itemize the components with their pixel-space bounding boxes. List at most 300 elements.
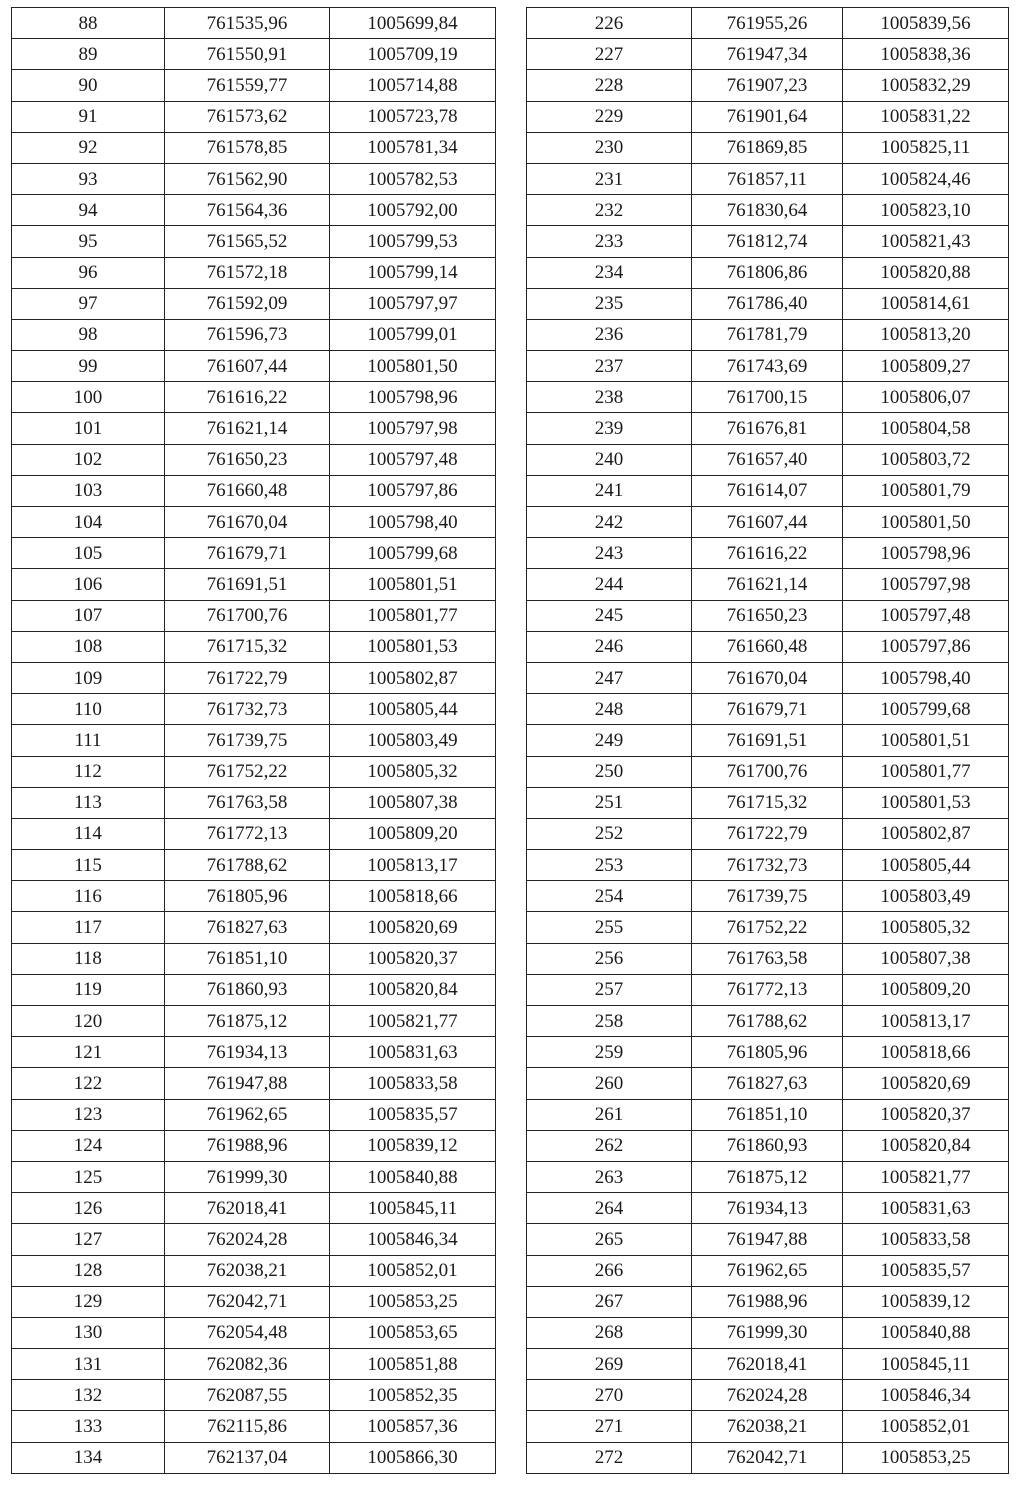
point-number-cell: 257 [527, 974, 692, 1005]
table-row [527, 1317, 1009, 1348]
point-number-cell: 259 [527, 1037, 692, 1068]
y-coordinate-cell: 1005797,97 [330, 288, 496, 319]
y-coordinate-cell: 1005797,48 [330, 444, 496, 475]
table-row [527, 881, 1009, 912]
y-coordinate-cell: 1005805,44 [843, 850, 1009, 881]
table-row [12, 1193, 496, 1224]
point-number-cell: 265 [527, 1224, 692, 1255]
table-row [527, 756, 1009, 787]
y-coordinate-cell: 1005853,25 [843, 1442, 1009, 1473]
point-number-cell: 123 [12, 1099, 165, 1130]
y-coordinate-cell: 1005845,11 [843, 1349, 1009, 1380]
x-coordinate-cell: 762024,28 [692, 1380, 843, 1411]
y-coordinate-cell: 1005809,20 [330, 818, 496, 849]
table-row [12, 507, 496, 538]
point-number-cell: 109 [12, 662, 165, 693]
table-row [12, 787, 496, 818]
x-coordinate-cell: 761772,13 [165, 818, 330, 849]
table-row [12, 226, 496, 257]
table-row [12, 1006, 496, 1037]
table-row [527, 662, 1009, 693]
point-number-cell: 240 [527, 444, 692, 475]
x-coordinate-cell: 761988,96 [692, 1286, 843, 1317]
point-number-cell: 112 [12, 756, 165, 787]
y-coordinate-cell: 1005821,77 [843, 1161, 1009, 1192]
y-coordinate-cell: 1005813,20 [843, 319, 1009, 350]
x-coordinate-cell: 761788,62 [165, 850, 330, 881]
y-coordinate-cell: 1005853,65 [330, 1317, 496, 1348]
point-number-cell: 115 [12, 850, 165, 881]
point-number-cell: 118 [12, 943, 165, 974]
x-coordinate-cell: 761621,14 [692, 569, 843, 600]
point-number-cell: 102 [12, 444, 165, 475]
point-number-cell: 129 [12, 1286, 165, 1317]
table-row [12, 1349, 496, 1380]
point-number-cell: 230 [527, 132, 692, 163]
point-number-cell: 250 [527, 756, 692, 787]
x-coordinate-cell: 761851,10 [165, 943, 330, 974]
point-number-cell: 106 [12, 569, 165, 600]
table-row [527, 39, 1009, 70]
point-number-cell: 134 [12, 1442, 165, 1473]
y-coordinate-cell: 1005821,43 [843, 226, 1009, 257]
y-coordinate-cell: 1005820,37 [330, 943, 496, 974]
point-number-cell: 226 [527, 8, 692, 39]
point-number-cell: 110 [12, 694, 165, 725]
x-coordinate-cell: 761763,58 [692, 943, 843, 974]
point-number-cell: 133 [12, 1411, 165, 1442]
x-coordinate-cell: 761947,34 [692, 39, 843, 70]
point-number-cell: 100 [12, 382, 165, 413]
y-coordinate-cell: 1005824,46 [843, 163, 1009, 194]
point-number-cell: 256 [527, 943, 692, 974]
x-coordinate-cell: 761660,48 [692, 631, 843, 662]
y-coordinate-cell: 1005820,88 [843, 257, 1009, 288]
point-number-cell: 229 [527, 101, 692, 132]
x-coordinate-cell: 761763,58 [165, 787, 330, 818]
x-coordinate-cell: 761947,88 [692, 1224, 843, 1255]
point-number-cell: 258 [527, 1006, 692, 1037]
table-row [12, 1068, 496, 1099]
point-number-cell: 245 [527, 600, 692, 631]
point-number-cell: 269 [527, 1349, 692, 1380]
point-number-cell: 270 [527, 1380, 692, 1411]
x-coordinate-cell: 761827,63 [165, 912, 330, 943]
y-coordinate-cell: 1005840,88 [843, 1317, 1009, 1348]
table-row [12, 881, 496, 912]
y-coordinate-cell: 1005799,14 [330, 257, 496, 288]
y-coordinate-cell: 1005846,34 [330, 1224, 496, 1255]
y-coordinate-cell: 1005798,96 [330, 382, 496, 413]
point-number-cell: 122 [12, 1068, 165, 1099]
point-number-cell: 90 [12, 70, 165, 101]
table-row [12, 382, 496, 413]
point-number-cell: 233 [527, 226, 692, 257]
table-row [527, 943, 1009, 974]
table-row [527, 475, 1009, 506]
table-row [12, 850, 496, 881]
point-number-cell: 241 [527, 475, 692, 506]
y-coordinate-cell: 1005801,50 [843, 507, 1009, 538]
point-number-cell: 249 [527, 725, 692, 756]
y-coordinate-cell: 1005699,84 [330, 8, 496, 39]
y-coordinate-cell: 1005813,17 [330, 850, 496, 881]
point-number-cell: 264 [527, 1193, 692, 1224]
point-number-cell: 88 [12, 8, 165, 39]
y-coordinate-cell: 1005852,35 [330, 1380, 496, 1411]
x-coordinate-cell: 761857,11 [692, 163, 843, 194]
x-coordinate-cell: 761573,62 [165, 101, 330, 132]
point-number-cell: 107 [12, 600, 165, 631]
table-row [527, 600, 1009, 631]
table-row [12, 1161, 496, 1192]
y-coordinate-cell: 1005831,22 [843, 101, 1009, 132]
x-coordinate-cell: 761732,73 [692, 850, 843, 881]
x-coordinate-cell: 761578,85 [165, 132, 330, 163]
y-coordinate-cell: 1005714,88 [330, 70, 496, 101]
y-coordinate-cell: 1005857,36 [330, 1411, 496, 1442]
x-coordinate-cell: 761999,30 [692, 1317, 843, 1348]
table-row [527, 1349, 1009, 1380]
x-coordinate-cell: 761752,22 [692, 912, 843, 943]
x-coordinate-cell: 761786,40 [692, 288, 843, 319]
table-row [12, 475, 496, 506]
x-coordinate-cell: 761739,75 [165, 725, 330, 756]
point-number-cell: 99 [12, 351, 165, 382]
point-number-cell: 124 [12, 1130, 165, 1161]
y-coordinate-cell: 1005839,12 [843, 1286, 1009, 1317]
point-number-cell: 126 [12, 1193, 165, 1224]
x-coordinate-cell: 761875,12 [165, 1006, 330, 1037]
y-coordinate-cell: 1005801,51 [330, 569, 496, 600]
point-number-cell: 261 [527, 1099, 692, 1130]
y-coordinate-cell: 1005820,69 [330, 912, 496, 943]
table-row [12, 1380, 496, 1411]
y-coordinate-cell: 1005805,44 [330, 694, 496, 725]
table-row [527, 1006, 1009, 1037]
y-coordinate-cell: 1005818,66 [843, 1037, 1009, 1068]
table-row [12, 912, 496, 943]
table-row [12, 1286, 496, 1317]
table-row [527, 351, 1009, 382]
x-coordinate-cell: 761934,13 [165, 1037, 330, 1068]
point-number-cell: 244 [527, 569, 692, 600]
coordinates-table-right [526, 7, 1009, 1474]
table-row [527, 631, 1009, 662]
x-coordinate-cell: 761564,36 [165, 195, 330, 226]
x-coordinate-cell: 761616,22 [692, 538, 843, 569]
x-coordinate-cell: 761657,40 [692, 444, 843, 475]
x-coordinate-cell: 761806,86 [692, 257, 843, 288]
x-coordinate-cell: 761621,14 [165, 413, 330, 444]
table-row [12, 1130, 496, 1161]
x-coordinate-cell: 761562,90 [165, 163, 330, 194]
x-coordinate-cell: 762042,71 [692, 1442, 843, 1473]
y-coordinate-cell: 1005797,48 [843, 600, 1009, 631]
point-number-cell: 117 [12, 912, 165, 943]
y-coordinate-cell: 1005853,25 [330, 1286, 496, 1317]
table-body [12, 8, 496, 1474]
y-coordinate-cell: 1005866,30 [330, 1442, 496, 1473]
x-coordinate-cell: 761679,71 [165, 538, 330, 569]
table-row [12, 1411, 496, 1442]
point-number-cell: 89 [12, 39, 165, 70]
point-number-cell: 263 [527, 1161, 692, 1192]
x-coordinate-cell: 762038,21 [692, 1411, 843, 1442]
x-coordinate-cell: 761700,76 [692, 756, 843, 787]
x-coordinate-cell: 761607,44 [165, 351, 330, 382]
x-coordinate-cell: 761812,74 [692, 226, 843, 257]
y-coordinate-cell: 1005782,53 [330, 163, 496, 194]
y-coordinate-cell: 1005846,34 [843, 1380, 1009, 1411]
table-row [527, 538, 1009, 569]
table-row [527, 850, 1009, 881]
x-coordinate-cell: 761715,32 [692, 787, 843, 818]
point-number-cell: 128 [12, 1255, 165, 1286]
x-coordinate-cell: 761988,96 [165, 1130, 330, 1161]
x-coordinate-cell: 762082,36 [165, 1349, 330, 1380]
point-number-cell: 260 [527, 1068, 692, 1099]
table-row [527, 1255, 1009, 1286]
y-coordinate-cell: 1005835,57 [330, 1099, 496, 1130]
x-coordinate-cell: 761535,96 [165, 8, 330, 39]
x-coordinate-cell: 761999,30 [165, 1161, 330, 1192]
x-coordinate-cell: 761772,13 [692, 974, 843, 1005]
table-row [12, 1255, 496, 1286]
x-coordinate-cell: 761860,93 [165, 974, 330, 1005]
y-coordinate-cell: 1005801,51 [843, 725, 1009, 756]
x-coordinate-cell: 761739,75 [692, 881, 843, 912]
table-row [527, 413, 1009, 444]
point-number-cell: 130 [12, 1317, 165, 1348]
y-coordinate-cell: 1005801,79 [843, 475, 1009, 506]
point-number-cell: 239 [527, 413, 692, 444]
y-coordinate-cell: 1005797,98 [843, 569, 1009, 600]
x-coordinate-cell: 761875,12 [692, 1161, 843, 1192]
y-coordinate-cell: 1005821,77 [330, 1006, 496, 1037]
y-coordinate-cell: 1005805,32 [330, 756, 496, 787]
point-number-cell: 262 [527, 1130, 692, 1161]
x-coordinate-cell: 761805,96 [692, 1037, 843, 1068]
y-coordinate-cell: 1005803,49 [843, 881, 1009, 912]
x-coordinate-cell: 761676,81 [692, 413, 843, 444]
x-coordinate-cell: 761660,48 [165, 475, 330, 506]
point-number-cell: 104 [12, 507, 165, 538]
x-coordinate-cell: 761752,22 [165, 756, 330, 787]
x-coordinate-cell: 761715,32 [165, 631, 330, 662]
table-row [12, 631, 496, 662]
y-coordinate-cell: 1005839,56 [843, 8, 1009, 39]
x-coordinate-cell: 762137,04 [165, 1442, 330, 1473]
table-row [527, 569, 1009, 600]
y-coordinate-cell: 1005798,40 [330, 507, 496, 538]
point-number-cell: 236 [527, 319, 692, 350]
y-coordinate-cell: 1005723,78 [330, 101, 496, 132]
x-coordinate-cell: 761670,04 [692, 662, 843, 693]
point-number-cell: 252 [527, 818, 692, 849]
y-coordinate-cell: 1005833,58 [843, 1224, 1009, 1255]
y-coordinate-cell: 1005806,07 [843, 382, 1009, 413]
table-row [12, 538, 496, 569]
x-coordinate-cell: 761934,13 [692, 1193, 843, 1224]
table-row [12, 39, 496, 70]
table-row [527, 1286, 1009, 1317]
point-number-cell: 93 [12, 163, 165, 194]
table-row [527, 1130, 1009, 1161]
point-number-cell: 232 [527, 195, 692, 226]
y-coordinate-cell: 1005831,63 [843, 1193, 1009, 1224]
y-coordinate-cell: 1005801,53 [330, 631, 496, 662]
x-coordinate-cell: 761869,85 [692, 132, 843, 163]
table-row [527, 507, 1009, 538]
table-row [527, 226, 1009, 257]
point-number-cell: 272 [527, 1442, 692, 1473]
table-row [12, 413, 496, 444]
table-row [527, 288, 1009, 319]
table-row [527, 70, 1009, 101]
y-coordinate-cell: 1005798,96 [843, 538, 1009, 569]
table-row [12, 163, 496, 194]
x-coordinate-cell: 761700,15 [692, 382, 843, 413]
y-coordinate-cell: 1005809,27 [843, 351, 1009, 382]
table-row [12, 1037, 496, 1068]
point-number-cell: 237 [527, 351, 692, 382]
point-number-cell: 248 [527, 694, 692, 725]
table-row [527, 725, 1009, 756]
y-coordinate-cell: 1005797,98 [330, 413, 496, 444]
table-row [527, 787, 1009, 818]
point-number-cell: 101 [12, 413, 165, 444]
point-number-cell: 227 [527, 39, 692, 70]
x-coordinate-cell: 761700,76 [165, 600, 330, 631]
x-coordinate-cell: 761550,91 [165, 39, 330, 70]
y-coordinate-cell: 1005799,68 [843, 694, 1009, 725]
table-row [12, 725, 496, 756]
point-number-cell: 132 [12, 1380, 165, 1411]
x-coordinate-cell: 761679,71 [692, 694, 843, 725]
table-row [12, 1442, 496, 1473]
x-coordinate-cell: 761907,23 [692, 70, 843, 101]
y-coordinate-cell: 1005845,11 [330, 1193, 496, 1224]
point-number-cell: 92 [12, 132, 165, 163]
x-coordinate-cell: 761732,73 [165, 694, 330, 725]
point-number-cell: 94 [12, 195, 165, 226]
table-row [527, 1161, 1009, 1192]
table-row [527, 974, 1009, 1005]
y-coordinate-cell: 1005801,77 [843, 756, 1009, 787]
table-row [527, 1380, 1009, 1411]
y-coordinate-cell: 1005797,86 [843, 631, 1009, 662]
y-coordinate-cell: 1005832,29 [843, 70, 1009, 101]
x-coordinate-cell: 761788,62 [692, 1006, 843, 1037]
x-coordinate-cell: 761962,65 [165, 1099, 330, 1130]
y-coordinate-cell: 1005804,58 [843, 413, 1009, 444]
x-coordinate-cell: 762038,21 [165, 1255, 330, 1286]
x-coordinate-cell: 762054,48 [165, 1317, 330, 1348]
table-row [527, 1193, 1009, 1224]
point-number-cell: 246 [527, 631, 692, 662]
x-coordinate-cell: 761691,51 [692, 725, 843, 756]
table-row [12, 756, 496, 787]
x-coordinate-cell: 762018,41 [165, 1193, 330, 1224]
y-coordinate-cell: 1005792,00 [330, 195, 496, 226]
point-number-cell: 271 [527, 1411, 692, 1442]
table-row [527, 912, 1009, 943]
table-row [12, 195, 496, 226]
point-number-cell: 254 [527, 881, 692, 912]
point-number-cell: 242 [527, 507, 692, 538]
y-coordinate-cell: 1005840,88 [330, 1161, 496, 1192]
point-number-cell: 121 [12, 1037, 165, 1068]
x-coordinate-cell: 761962,65 [692, 1255, 843, 1286]
y-coordinate-cell: 1005818,66 [330, 881, 496, 912]
x-coordinate-cell: 762042,71 [165, 1286, 330, 1317]
y-coordinate-cell: 1005802,87 [330, 662, 496, 693]
point-number-cell: 108 [12, 631, 165, 662]
table-row [12, 662, 496, 693]
x-coordinate-cell: 761947,88 [165, 1068, 330, 1099]
table-row [12, 1224, 496, 1255]
x-coordinate-cell: 761596,73 [165, 319, 330, 350]
table-row [12, 974, 496, 1005]
x-coordinate-cell: 761670,04 [165, 507, 330, 538]
point-number-cell: 98 [12, 319, 165, 350]
y-coordinate-cell: 1005835,57 [843, 1255, 1009, 1286]
x-coordinate-cell: 761955,26 [692, 8, 843, 39]
point-number-cell: 231 [527, 163, 692, 194]
x-coordinate-cell: 761592,09 [165, 288, 330, 319]
x-coordinate-cell: 761607,44 [692, 507, 843, 538]
table-row [12, 319, 496, 350]
table-row [12, 600, 496, 631]
table-row [527, 818, 1009, 849]
table-row [12, 1099, 496, 1130]
table-row [527, 1442, 1009, 1473]
coordinates-table-left [11, 7, 496, 1474]
table-row [527, 257, 1009, 288]
point-number-cell: 235 [527, 288, 692, 319]
y-coordinate-cell: 1005814,61 [843, 288, 1009, 319]
table-row [12, 288, 496, 319]
table-row [527, 1224, 1009, 1255]
table-row [527, 319, 1009, 350]
x-coordinate-cell: 761827,63 [692, 1068, 843, 1099]
point-number-cell: 127 [12, 1224, 165, 1255]
y-coordinate-cell: 1005823,10 [843, 195, 1009, 226]
table-row [12, 943, 496, 974]
y-coordinate-cell: 1005709,19 [330, 39, 496, 70]
point-number-cell: 95 [12, 226, 165, 257]
x-coordinate-cell: 761616,22 [165, 382, 330, 413]
table-row [527, 694, 1009, 725]
table-row [12, 1317, 496, 1348]
table-row [12, 101, 496, 132]
y-coordinate-cell: 1005801,77 [330, 600, 496, 631]
y-coordinate-cell: 1005807,38 [330, 787, 496, 818]
table-row [527, 1411, 1009, 1442]
table-row [12, 132, 496, 163]
point-number-cell: 91 [12, 101, 165, 132]
y-coordinate-cell: 1005813,17 [843, 1006, 1009, 1037]
table-row [527, 1068, 1009, 1099]
y-coordinate-cell: 1005839,12 [330, 1130, 496, 1161]
point-number-cell: 105 [12, 538, 165, 569]
x-coordinate-cell: 761650,23 [692, 600, 843, 631]
y-coordinate-cell: 1005838,36 [843, 39, 1009, 70]
point-number-cell: 116 [12, 881, 165, 912]
x-coordinate-cell: 761722,79 [165, 662, 330, 693]
table-row [12, 694, 496, 725]
